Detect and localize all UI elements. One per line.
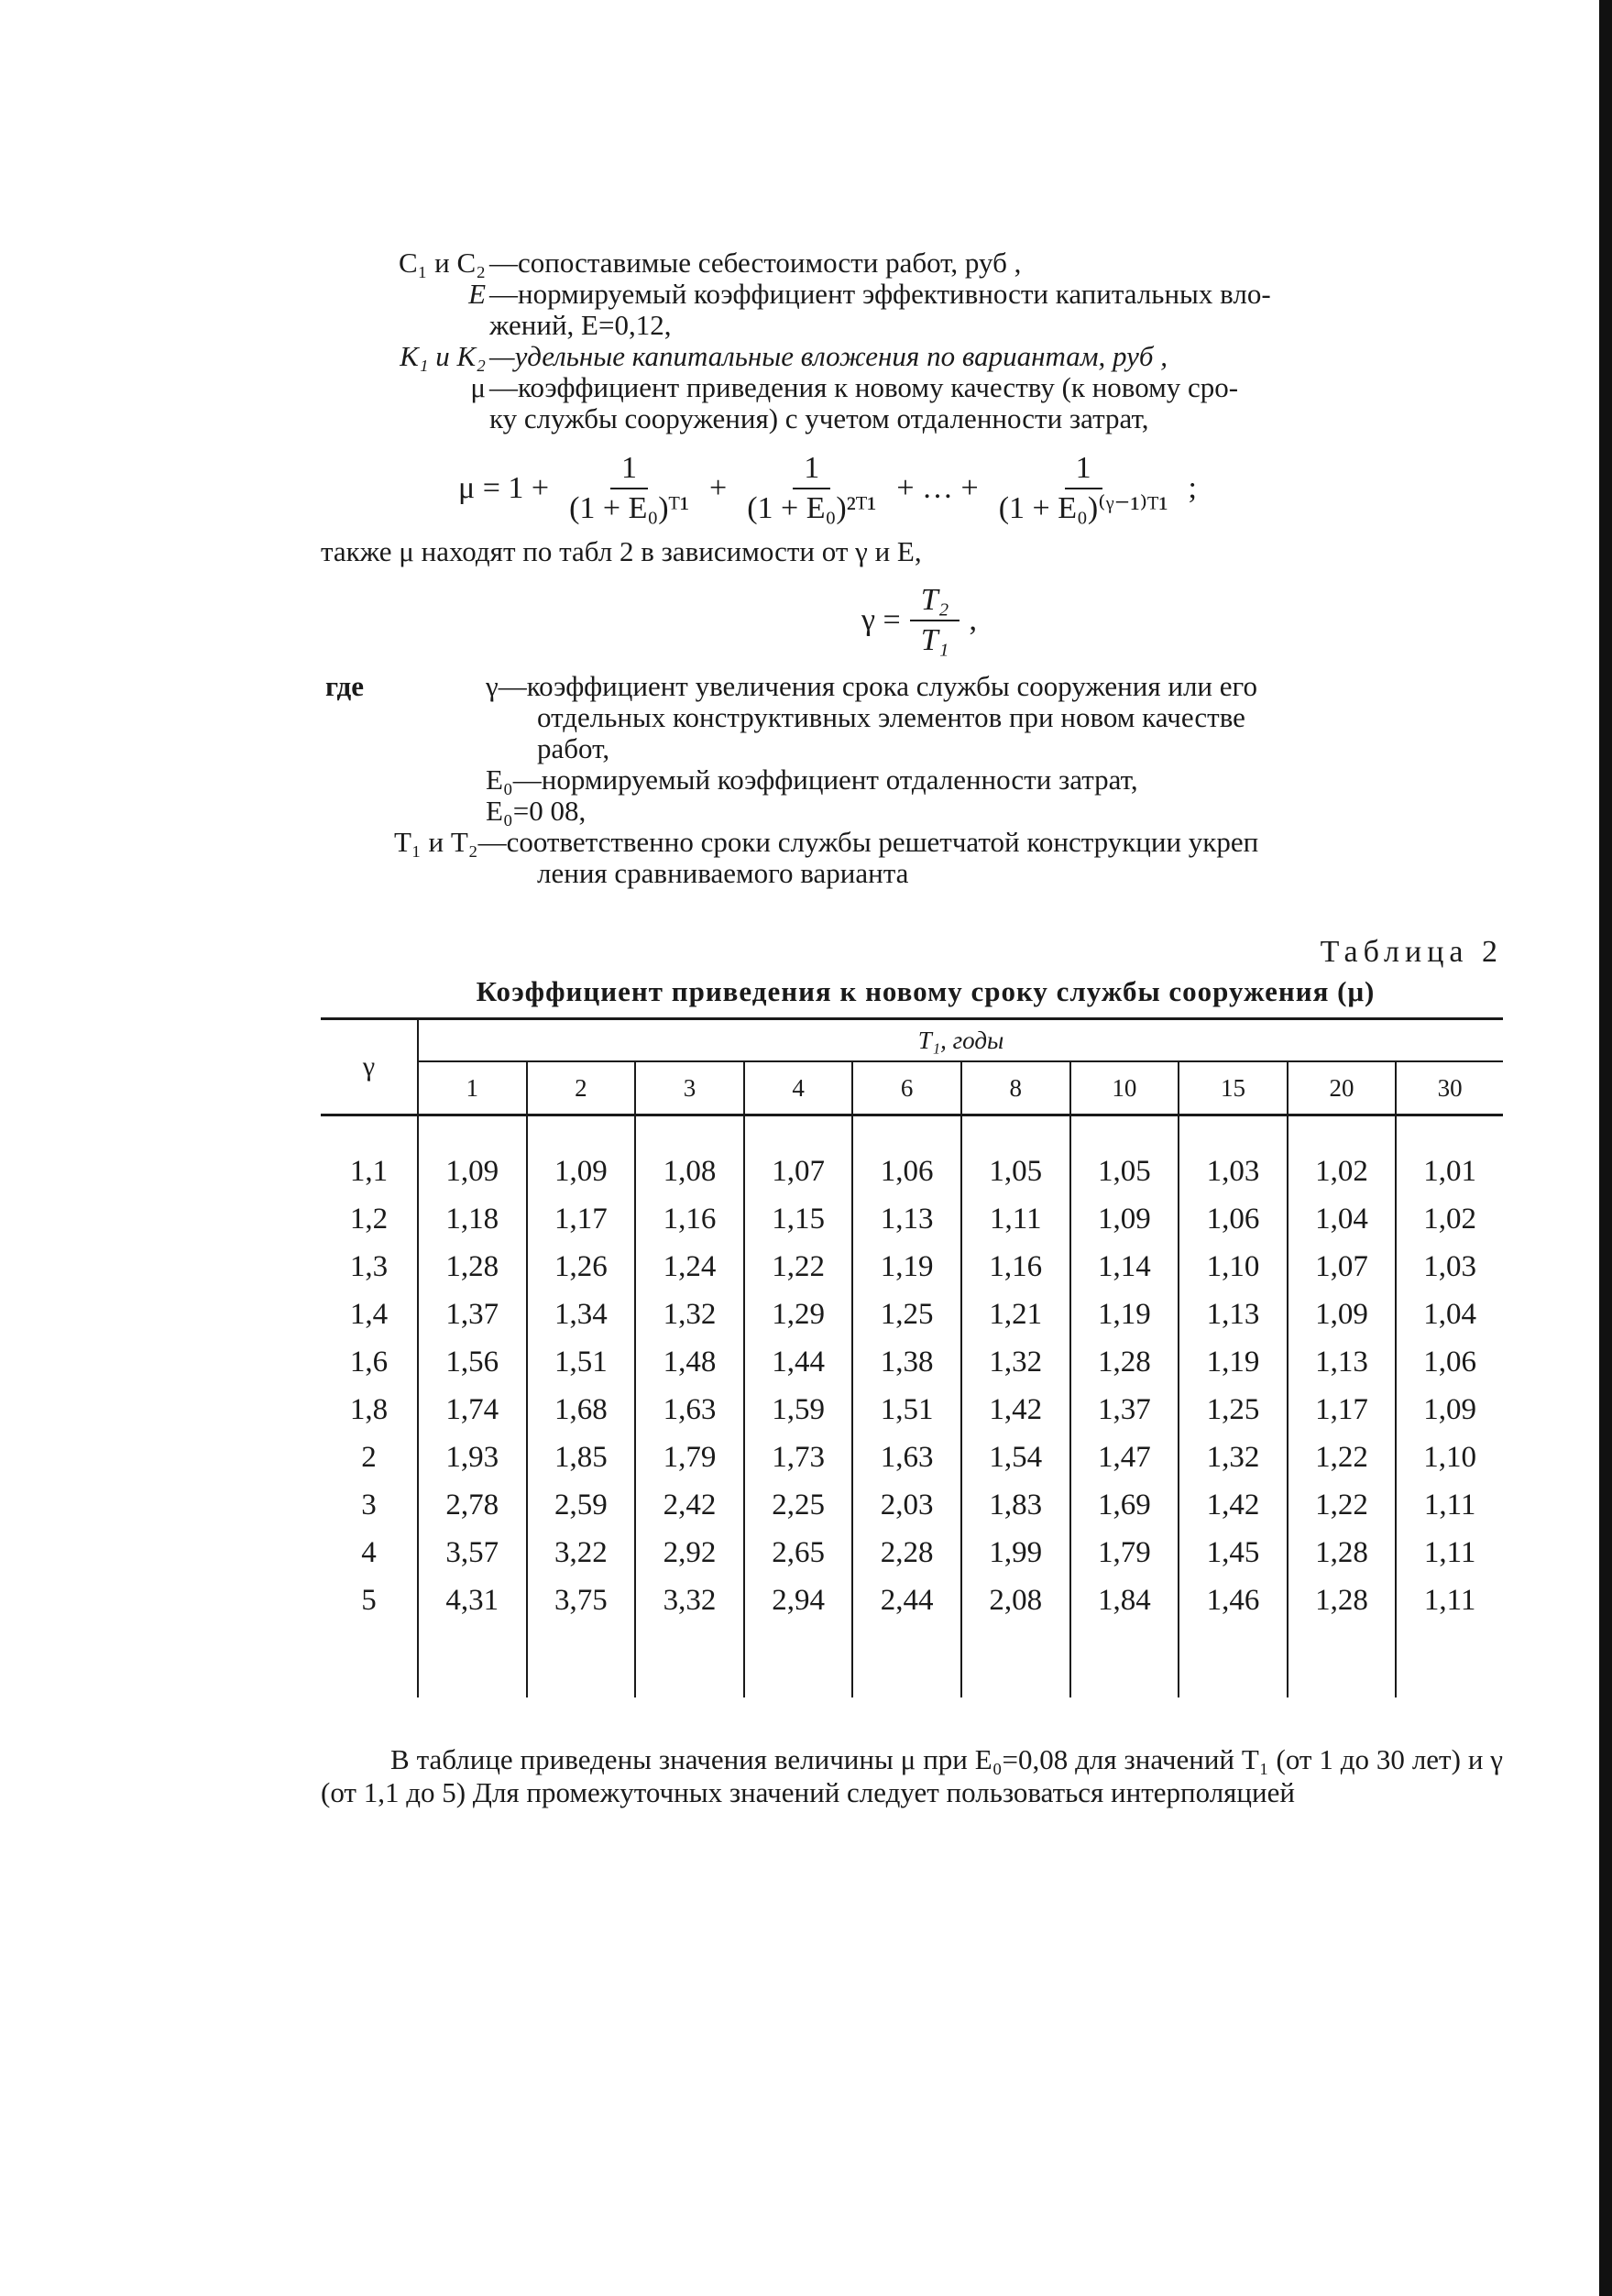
value-cell: 1,34 <box>527 1291 636 1338</box>
value-cell: 1,01 <box>1396 1115 1503 1196</box>
column-header-t1: 4 <box>744 1061 853 1115</box>
table-row <box>321 1386 1503 1434</box>
value-cell: 1,42 <box>961 1386 1070 1434</box>
empty-cell <box>418 1624 527 1697</box>
value-cell: 1,79 <box>635 1434 744 1481</box>
value-cell: 1,69 <box>1070 1481 1179 1529</box>
gamma-cell: 4 <box>321 1529 418 1576</box>
where-line: отдельных конструктивных элементов при новом качестве <box>537 701 1245 733</box>
gamma-cell: 1,2 <box>321 1195 418 1243</box>
gamma-cell: 1,1 <box>321 1115 418 1196</box>
column-header-t1: 15 <box>1179 1061 1288 1115</box>
column-header-t1: 2 <box>527 1061 636 1115</box>
note-text: В таблице приведены значения величины μ при E₀=0,08 для значений T₁ (от 1 до 30 лет) и γ (от 1,1 до 5) Для промежуточных значений следует пользоваться интерполяцией <box>321 1743 1503 1808</box>
value-cell: 1,22 <box>744 1243 853 1291</box>
value-cell: 1,13 <box>852 1195 961 1243</box>
value-cell: 1,46 <box>1179 1576 1288 1624</box>
value-cell: 1,19 <box>852 1243 961 1291</box>
where-line: γ—коэффициент увеличения срока службы сооружения или его <box>486 670 1257 702</box>
value-cell: 1,42 <box>1179 1481 1288 1529</box>
empty-cell <box>635 1624 744 1697</box>
formula-end: , <box>969 603 977 637</box>
table-row <box>321 1529 1503 1576</box>
table-body <box>321 1115 1503 1698</box>
definitions-list <box>330 247 1521 434</box>
value-cell: 1,25 <box>852 1291 961 1338</box>
value-cell: 1,29 <box>744 1291 853 1338</box>
gamma-cell: 2 <box>321 1434 418 1481</box>
where-line: E₀=0 08, <box>486 795 587 827</box>
table-row <box>321 1576 1503 1624</box>
where-gamma <box>330 671 1521 764</box>
value-cell: 2,42 <box>635 1481 744 1529</box>
column-header-t1: 30 <box>1396 1061 1503 1115</box>
definition-e <box>330 279 1521 310</box>
definition-text: —коэффициент приведения к новому качеству (к новому сро- <box>489 371 1239 403</box>
value-cell: 1,03 <box>1396 1243 1503 1291</box>
value-cell: 1,14 <box>1070 1243 1179 1291</box>
fraction-numerator: 1 <box>793 451 830 489</box>
value-cell: 1,15 <box>744 1195 853 1243</box>
table-row <box>321 1195 1503 1243</box>
value-cell: 1,38 <box>852 1338 961 1386</box>
gamma-cell: 1,8 <box>321 1386 418 1434</box>
value-cell: 1,17 <box>527 1195 636 1243</box>
value-cell: 1,09 <box>527 1115 636 1196</box>
value-cell: 1,19 <box>1070 1291 1179 1338</box>
value-cell: 1,11 <box>961 1195 1070 1243</box>
where-t <box>330 827 1521 889</box>
value-cell: 1,13 <box>1288 1338 1397 1386</box>
value-cell: 1,21 <box>961 1291 1070 1338</box>
value-cell: 1,28 <box>1070 1338 1179 1386</box>
value-cell: 1,28 <box>1288 1576 1397 1624</box>
value-cell: 1,44 <box>744 1338 853 1386</box>
table-row <box>321 1338 1503 1386</box>
gamma-cell: 5 <box>321 1576 418 1624</box>
empty-cell <box>1070 1624 1179 1697</box>
value-cell: 1,18 <box>418 1195 527 1243</box>
formula-lhs: μ = 1 + <box>458 471 550 505</box>
value-cell: 2,44 <box>852 1576 961 1624</box>
table-title: Коэффициент приведения к новому сроку службы сооружения (μ) <box>476 975 1376 1007</box>
value-cell: 1,63 <box>852 1434 961 1481</box>
where-line: T₁ и T₂—соответственно сроки службы решетчатой конструкции укреп <box>394 826 1259 858</box>
empty-cell <box>1396 1624 1503 1697</box>
value-cell: 1,63 <box>635 1386 744 1434</box>
column-header-t1: 3 <box>635 1061 744 1115</box>
formula-operator: + <box>709 471 728 505</box>
column-header-t1: 10 <box>1070 1061 1179 1115</box>
value-cell: 1,54 <box>961 1434 1070 1481</box>
fraction-numerator: 1 <box>610 451 648 489</box>
value-cell: 1,68 <box>527 1386 636 1434</box>
value-cell: 2,78 <box>418 1481 527 1529</box>
value-cell: 1,22 <box>1288 1434 1397 1481</box>
value-cell: 1,28 <box>418 1243 527 1291</box>
empty-cell <box>527 1624 636 1697</box>
value-cell: 1,32 <box>1179 1434 1288 1481</box>
value-cell: 1,56 <box>418 1338 527 1386</box>
formula-gamma <box>861 583 1521 658</box>
definition-k <box>330 341 1521 372</box>
value-cell: 2,28 <box>852 1529 961 1576</box>
formula-lhs: γ = <box>861 603 901 637</box>
value-cell: 2,25 <box>744 1481 853 1529</box>
value-cell: 1,28 <box>1288 1529 1397 1576</box>
value-cell: 1,79 <box>1070 1529 1179 1576</box>
definition-term: E <box>468 278 486 310</box>
value-cell: 1,04 <box>1396 1291 1503 1338</box>
value-cell: 1,02 <box>1288 1115 1397 1196</box>
value-cell: 1,10 <box>1396 1434 1503 1481</box>
value-cell: 1,09 <box>1070 1195 1179 1243</box>
fraction-numerator: T₂ <box>910 583 960 621</box>
empty-cell <box>1288 1624 1397 1697</box>
formula-fraction <box>558 451 700 526</box>
value-cell: 1,09 <box>1288 1291 1397 1338</box>
column-header-row <box>321 1061 1503 1115</box>
column-header-t1: 8 <box>961 1061 1070 1115</box>
value-cell: 1,59 <box>744 1386 853 1434</box>
value-cell: 1,07 <box>744 1115 853 1196</box>
value-cell: 1,84 <box>1070 1576 1179 1624</box>
value-cell: 1,48 <box>635 1338 744 1386</box>
definition-term: μ <box>470 371 486 403</box>
fraction-denominator: (1 + E₀)²ᵀ¹ <box>747 491 877 525</box>
value-cell: 1,09 <box>418 1115 527 1196</box>
value-cell: 2,59 <box>527 1481 636 1529</box>
definition-term: C₁ и C₂ <box>398 247 486 279</box>
value-cell: 1,17 <box>1288 1386 1397 1434</box>
value-cell: 1,03 <box>1179 1115 1288 1196</box>
t1-header: T₁, годы <box>418 1019 1503 1062</box>
value-cell: 1,16 <box>961 1243 1070 1291</box>
table-row <box>321 1291 1503 1338</box>
formula-end: ; <box>1188 471 1197 505</box>
table-number: Таблица 2 <box>1320 935 1503 969</box>
value-cell: 1,93 <box>418 1434 527 1481</box>
where-label: где <box>325 670 364 702</box>
definition-term: K₁ и K₂ <box>400 340 486 372</box>
value-cell: 1,06 <box>1396 1338 1503 1386</box>
definition-text: —нормируемый коэффициент эффективности капитальных вло- <box>489 278 1271 310</box>
value-cell: 1,37 <box>418 1291 527 1338</box>
value-cell: 1,16 <box>635 1195 744 1243</box>
table-row <box>321 1434 1503 1481</box>
value-cell: 1,05 <box>1070 1115 1179 1196</box>
value-cell: 1,47 <box>1070 1434 1179 1481</box>
where-line: E₀—нормируемый коэффициент отдаленности затрат, <box>486 764 1138 796</box>
value-cell: 1,32 <box>961 1338 1070 1386</box>
value-cell: 3,22 <box>527 1529 636 1576</box>
fraction-numerator: 1 <box>1065 451 1102 489</box>
definition-continuation: ку службы сооружения) с учетом отдаленности затрат, <box>489 402 1149 434</box>
gamma-cell: 1,4 <box>321 1291 418 1338</box>
formula-fraction <box>910 583 960 658</box>
value-cell: 1,11 <box>1396 1481 1503 1529</box>
value-cell: 1,11 <box>1396 1576 1503 1624</box>
value-cell: 1,04 <box>1288 1195 1397 1243</box>
formula-fraction <box>736 451 887 526</box>
value-cell: 3,32 <box>635 1576 744 1624</box>
value-cell: 1,74 <box>418 1386 527 1434</box>
definition-text: —сопоставимые себестоимости работ, руб , <box>489 247 1022 279</box>
definition-mu <box>330 372 1521 403</box>
where-e0 <box>330 764 1521 827</box>
value-cell: 1,25 <box>1179 1386 1288 1434</box>
value-cell: 1,45 <box>1179 1529 1288 1576</box>
where-line: работ, <box>537 732 610 764</box>
document-page <box>321 247 1521 1809</box>
value-cell: 4,31 <box>418 1576 527 1624</box>
definition-continuation: жений, Е=0,12, <box>489 309 672 341</box>
value-cell: 2,08 <box>961 1576 1070 1624</box>
column-header-t1: 1 <box>418 1061 527 1115</box>
gamma-header: γ <box>321 1019 418 1115</box>
value-cell: 1,08 <box>635 1115 744 1196</box>
empty-cell <box>852 1624 961 1697</box>
table-tail-row <box>321 1624 1503 1697</box>
value-cell: 1,37 <box>1070 1386 1179 1434</box>
value-cell: 2,94 <box>744 1576 853 1624</box>
value-cell: 1,85 <box>527 1434 636 1481</box>
scan-edge-bar <box>1599 0 1612 2296</box>
value-cell: 1,19 <box>1179 1338 1288 1386</box>
table-row <box>321 1481 1503 1529</box>
value-cell: 3,57 <box>418 1529 527 1576</box>
table-row <box>321 1115 1503 1196</box>
fraction-denominator: (1 + E₀)ᵀ¹ <box>569 491 690 525</box>
value-cell: 1,51 <box>852 1386 961 1434</box>
value-cell: 1,07 <box>1288 1243 1397 1291</box>
where-block <box>325 670 1521 889</box>
fraction-denominator: T₁ <box>920 623 949 657</box>
value-cell: 1,22 <box>1288 1481 1397 1529</box>
where-line: ления сравниваемого варианта <box>537 857 909 889</box>
table-row <box>321 1243 1503 1291</box>
value-cell: 1,06 <box>1179 1195 1288 1243</box>
value-cell: 1,02 <box>1396 1195 1503 1243</box>
gamma-cell: 1,3 <box>321 1243 418 1291</box>
value-cell: 1,24 <box>635 1243 744 1291</box>
hint-text: также μ находят по табл 2 в зависимости от γ и E, <box>321 535 922 567</box>
value-cell: 1,13 <box>1179 1291 1288 1338</box>
column-header-t1: 20 <box>1288 1061 1397 1115</box>
empty-cell <box>1179 1624 1288 1697</box>
value-cell: 2,03 <box>852 1481 961 1529</box>
value-cell: 1,99 <box>961 1529 1070 1576</box>
empty-cell <box>744 1624 853 1697</box>
gamma-cell: 1,6 <box>321 1338 418 1386</box>
table-header-row <box>321 1019 1503 1062</box>
column-header-t1: 6 <box>852 1061 961 1115</box>
value-cell: 2,65 <box>744 1529 853 1576</box>
gamma-cell: 3 <box>321 1481 418 1529</box>
definition-c1c2 <box>330 247 1521 279</box>
formula-operator: + … + <box>896 471 979 505</box>
value-cell: 1,73 <box>744 1434 853 1481</box>
value-cell: 1,05 <box>961 1115 1070 1196</box>
formula-mu <box>458 451 1521 526</box>
value-cell: 1,06 <box>852 1115 961 1196</box>
coefficient-table <box>321 1017 1503 1697</box>
value-cell: 1,11 <box>1396 1529 1503 1576</box>
value-cell: 3,75 <box>527 1576 636 1624</box>
definition-text: —удельные капитальные вложения по вариантам, руб , <box>489 340 1168 372</box>
formula-fraction <box>988 451 1179 526</box>
empty-cell <box>961 1624 1070 1697</box>
value-cell: 1,10 <box>1179 1243 1288 1291</box>
value-cell: 1,83 <box>961 1481 1070 1529</box>
value-cell: 1,09 <box>1396 1386 1503 1434</box>
value-cell: 1,26 <box>527 1243 636 1291</box>
value-cell: 1,51 <box>527 1338 636 1386</box>
value-cell: 2,92 <box>635 1529 744 1576</box>
fraction-denominator: (1 + E₀)⁽ᵞ⁻¹⁾ᵀ¹ <box>998 491 1168 525</box>
empty-cell <box>321 1624 418 1697</box>
value-cell: 1,32 <box>635 1291 744 1338</box>
